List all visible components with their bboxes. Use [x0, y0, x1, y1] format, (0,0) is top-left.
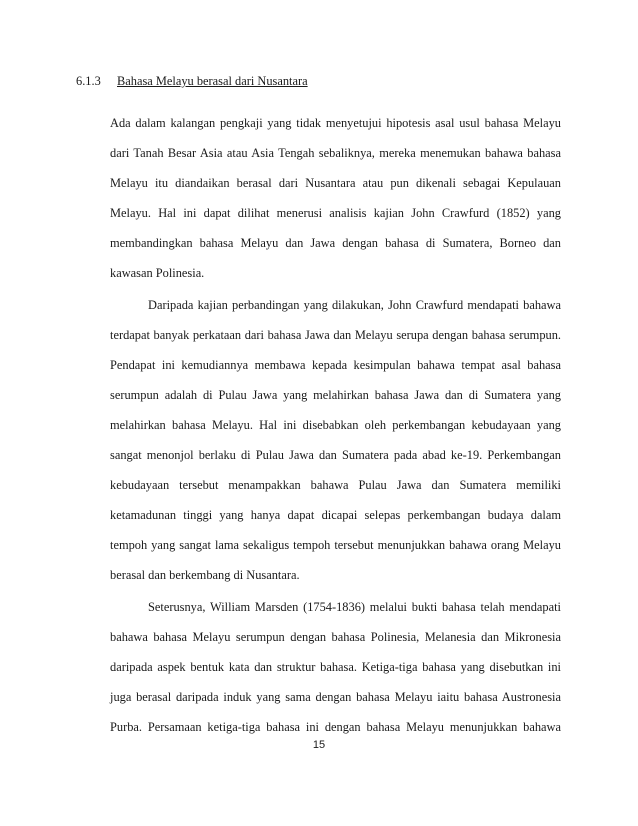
paragraph-2-line: ketamadunan tinggi yang hanya dapat dicapai selepas perkembangan budaya dalam: [110, 508, 561, 522]
paragraph-1-line: kawasan Polinesia.: [110, 266, 205, 280]
paragraph-3-line: juga berasal daripada induk yang sama dengan bahasa Melayu iaitu bahasa Austronesia: [110, 690, 561, 704]
paragraph-2-line: tempoh yang sangat lama sekaligus tempoh tersebut menunjukkan bahawa orang Melayu: [110, 538, 561, 552]
section-heading: [76, 73, 308, 89]
paragraph-2-line: berasal dan berkembang di Nusantara.: [110, 568, 300, 582]
paragraph-3-line: bahawa bahasa Melayu serumpun dengan bahasa Polinesia, Melanesia dan Mikronesia: [110, 630, 561, 644]
page-number: 15: [312, 739, 326, 751]
paragraph-2-line: serumpun adalah di Pulau Jawa yang melahirkan bahasa Jawa dan di Sumatera yang: [110, 388, 561, 402]
paragraph-3-line: Seterusnya, William Marsden (1754-1836) melalui bukti bahasa telah mendapati: [148, 600, 561, 614]
paragraph-2-line: terdapat banyak perkataan dari bahasa Jawa dan Melayu serupa dengan bahasa serumpun.: [110, 328, 561, 342]
paragraph-2-line: kebudayaan tersebut menampakkan bahawa Pulau Jawa dan Sumatera memiliki: [110, 478, 561, 492]
paragraph-3-line: daripada aspek bentuk kata dan struktur bahasa. Ketiga-tiga bahasa yang disebutkan ini: [110, 660, 561, 674]
paragraph-1-line: membandingkan bahasa Melayu dan Jawa dengan bahasa di Sumatera, Borneo dan: [110, 236, 561, 250]
paragraph-2-line: sangat menonjol berlaku di Pulau Jawa dan Sumatera pada abad ke-19. Perkembangan: [110, 448, 561, 462]
section-number: 6.1.3: [76, 74, 101, 88]
paragraph-1-line: Melayu. Hal ini dapat dilihat menerusi analisis kajian John Crawfurd (1852) yang: [110, 206, 561, 220]
paragraph-1-line: Ada dalam kalangan pengkaji yang tidak menyetujui hipotesis asal usul bahasa Melayu: [110, 116, 561, 130]
paragraph-1-line: dari Tanah Besar Asia atau Asia Tengah sebaliknya, mereka menemukan bahawa bahasa: [110, 146, 561, 160]
paragraph-2-line: Pendapat ini kemudiannya membawa kepada kesimpulan bahawa tempat asal bahasa: [110, 358, 561, 372]
paragraph-2-line: Daripada kajian perbandingan yang dilakukan, John Crawfurd mendapati bahawa: [148, 298, 561, 312]
paragraph-3-line: Purba. Persamaan ketiga-tiga bahasa ini dengan bahasa Melayu menunjukkan bahawa: [110, 720, 561, 734]
paragraph-1-line: Melayu itu diandaikan berasal dari Nusantara atau pun dikenali sebagai Kepulauan: [110, 176, 561, 190]
paragraph-2-line: melahirkan bahasa Melayu. Hal ini disebabkan oleh perkembangan kebudayaan yang: [110, 418, 561, 432]
section-title: Bahasa Melayu berasal dari Nusantara: [117, 74, 308, 88]
